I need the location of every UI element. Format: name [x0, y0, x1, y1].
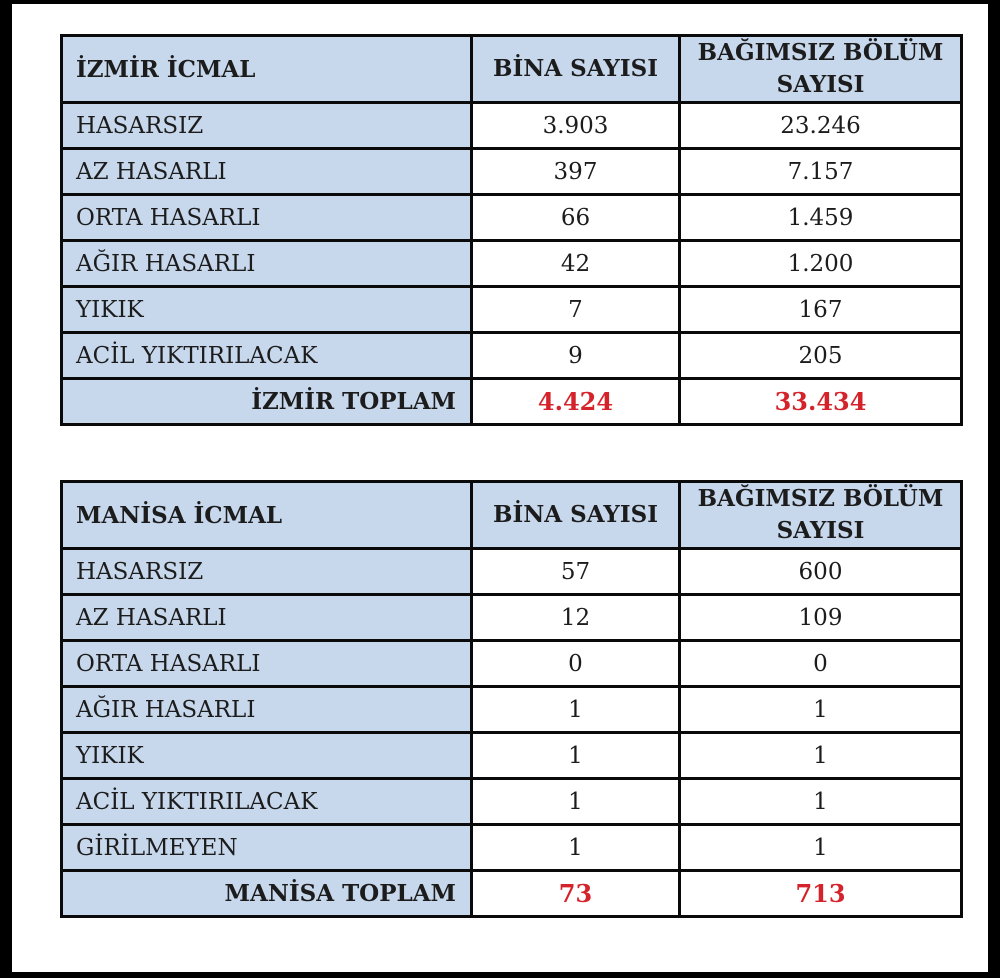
bagimsiz-value: 600 — [680, 549, 962, 595]
row-label: GİRİLMEYEN — [62, 825, 472, 871]
bagimsiz-value: 205 — [680, 333, 962, 379]
bina-value: 1 — [472, 825, 680, 871]
izmir-col-bina: BİNA SAYISI — [472, 36, 680, 103]
row-label: AĞIR HASARLI — [62, 241, 472, 287]
table-row — [62, 595, 962, 641]
bina-value: 42 — [472, 241, 680, 287]
bagimsiz-value: 1 — [680, 733, 962, 779]
row-label: YIKIK — [62, 287, 472, 333]
manisa-total-bagimsiz: 713 — [680, 871, 962, 917]
manisa-table-title: MANİSA İCMAL — [62, 482, 472, 549]
bagimsiz-value: 7.157 — [680, 149, 962, 195]
bagimsiz-value: 0 — [680, 641, 962, 687]
row-label: AZ HASARLI — [62, 595, 472, 641]
table-row — [62, 287, 962, 333]
table-row — [62, 333, 962, 379]
izmir-total-bina: 4.424 — [472, 379, 680, 425]
izmir-total-bagimsiz: 33.434 — [680, 379, 962, 425]
izmir-summary-table — [60, 34, 963, 426]
row-label: YIKIK — [62, 733, 472, 779]
table-row — [62, 549, 962, 595]
izmir-total-label: İZMİR TOPLAM — [62, 379, 472, 425]
table-row — [62, 779, 962, 825]
row-label: ORTA HASARLI — [62, 641, 472, 687]
bina-value: 397 — [472, 149, 680, 195]
document-page — [12, 4, 988, 972]
row-label: AZ HASARLI — [62, 149, 472, 195]
table-row — [62, 641, 962, 687]
manisa-col-bina: BİNA SAYISI — [472, 482, 680, 549]
bina-value: 66 — [472, 195, 680, 241]
bagimsiz-value: 1.200 — [680, 241, 962, 287]
bina-value: 3.903 — [472, 103, 680, 149]
table-row — [62, 195, 962, 241]
table-row — [62, 825, 962, 871]
manisa-col-bagimsiz: BAĞIMSIZ BÖLÜM SAYISI — [680, 482, 962, 549]
manisa-total-label: MANİSA TOPLAM — [62, 871, 472, 917]
izmir-table-title: İZMİR İCMAL — [62, 36, 472, 103]
bina-value: 57 — [472, 549, 680, 595]
table-row — [62, 149, 962, 195]
row-label: HASARSIZ — [62, 549, 472, 595]
table-row — [62, 733, 962, 779]
table-row — [62, 687, 962, 733]
bagimsiz-value: 1.459 — [680, 195, 962, 241]
bina-value: 7 — [472, 287, 680, 333]
manisa-header-row — [62, 482, 962, 549]
bagimsiz-value: 1 — [680, 687, 962, 733]
row-label: ACİL YIKTIRILACAK — [62, 333, 472, 379]
row-label: HASARSIZ — [62, 103, 472, 149]
izmir-total-row — [62, 379, 962, 425]
row-label: ORTA HASARLI — [62, 195, 472, 241]
bina-value: 0 — [472, 641, 680, 687]
table-row — [62, 241, 962, 287]
bina-value: 12 — [472, 595, 680, 641]
bagimsiz-value: 167 — [680, 287, 962, 333]
bagimsiz-value: 1 — [680, 825, 962, 871]
manisa-total-bina: 73 — [472, 871, 680, 917]
bina-value: 1 — [472, 687, 680, 733]
bagimsiz-value: 23.246 — [680, 103, 962, 149]
izmir-header-row — [62, 36, 962, 103]
manisa-summary-table — [60, 480, 963, 918]
row-label: AĞIR HASARLI — [62, 687, 472, 733]
izmir-col-bagimsiz: BAĞIMSIZ BÖLÜM SAYISI — [680, 36, 962, 103]
bagimsiz-value: 109 — [680, 595, 962, 641]
row-label: ACİL YIKTIRILACAK — [62, 779, 472, 825]
table-row — [62, 103, 962, 149]
bina-value: 9 — [472, 333, 680, 379]
bagimsiz-value: 1 — [680, 779, 962, 825]
bina-value: 1 — [472, 733, 680, 779]
bina-value: 1 — [472, 779, 680, 825]
manisa-total-row — [62, 871, 962, 917]
